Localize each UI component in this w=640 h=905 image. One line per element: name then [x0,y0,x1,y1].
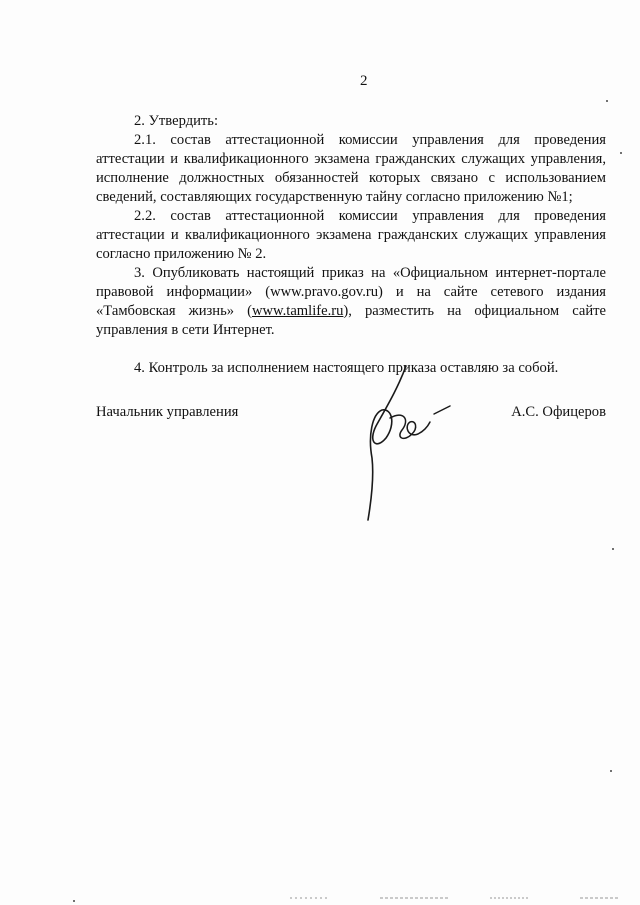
scan-speck [620,152,622,154]
signatory-name: А.С. Офицеров [511,404,606,420]
scan-edge-noise [290,895,620,901]
scan-speck [612,548,614,550]
tamlife-link[interactable]: www.tamlife.ru [251,303,344,319]
page-number: 2 [360,73,368,89]
scan-speck [610,770,612,772]
paragraph-control: 4. Контроль за исполнением настоящего приказа оставляю за собой. [134,360,559,376]
paragraph-publish [96,264,606,340]
paragraph-2-1: 2.1. состав аттестационной комиссии управления для проведения аттестации и квалификационного экзамена гражданских служащих управления, исполнение должностных обязанностей которых связано с использованием сведений, составляющих государственную тайну согласно приложению №1; [96,132,606,205]
handwritten-signature [346,358,456,528]
publish-text-end: ), разместить на официальном сайте управления в сети Интернет. [96,303,606,338]
document-body [96,112,606,378]
signatory-title: Начальник управления [96,404,239,420]
publish-text-start: 3. Опубликовать настоящий приказ на «Официальном интернет-портале правовой информации» (www.pravo.gov.ru) и на сайте сетевого издания «Тамбовская жизнь» ( [96,265,606,319]
paragraph-approve: 2. Утвердить: [134,113,219,129]
scan-speck [73,900,75,902]
scan-speck [606,100,608,102]
paragraph-2-2: 2.2. состав аттестационной комиссии управления для проведения аттестации и квалификационного экзамена гражданских служащих управления согласно приложению № 2. [96,208,606,262]
signature-block [96,398,606,528]
